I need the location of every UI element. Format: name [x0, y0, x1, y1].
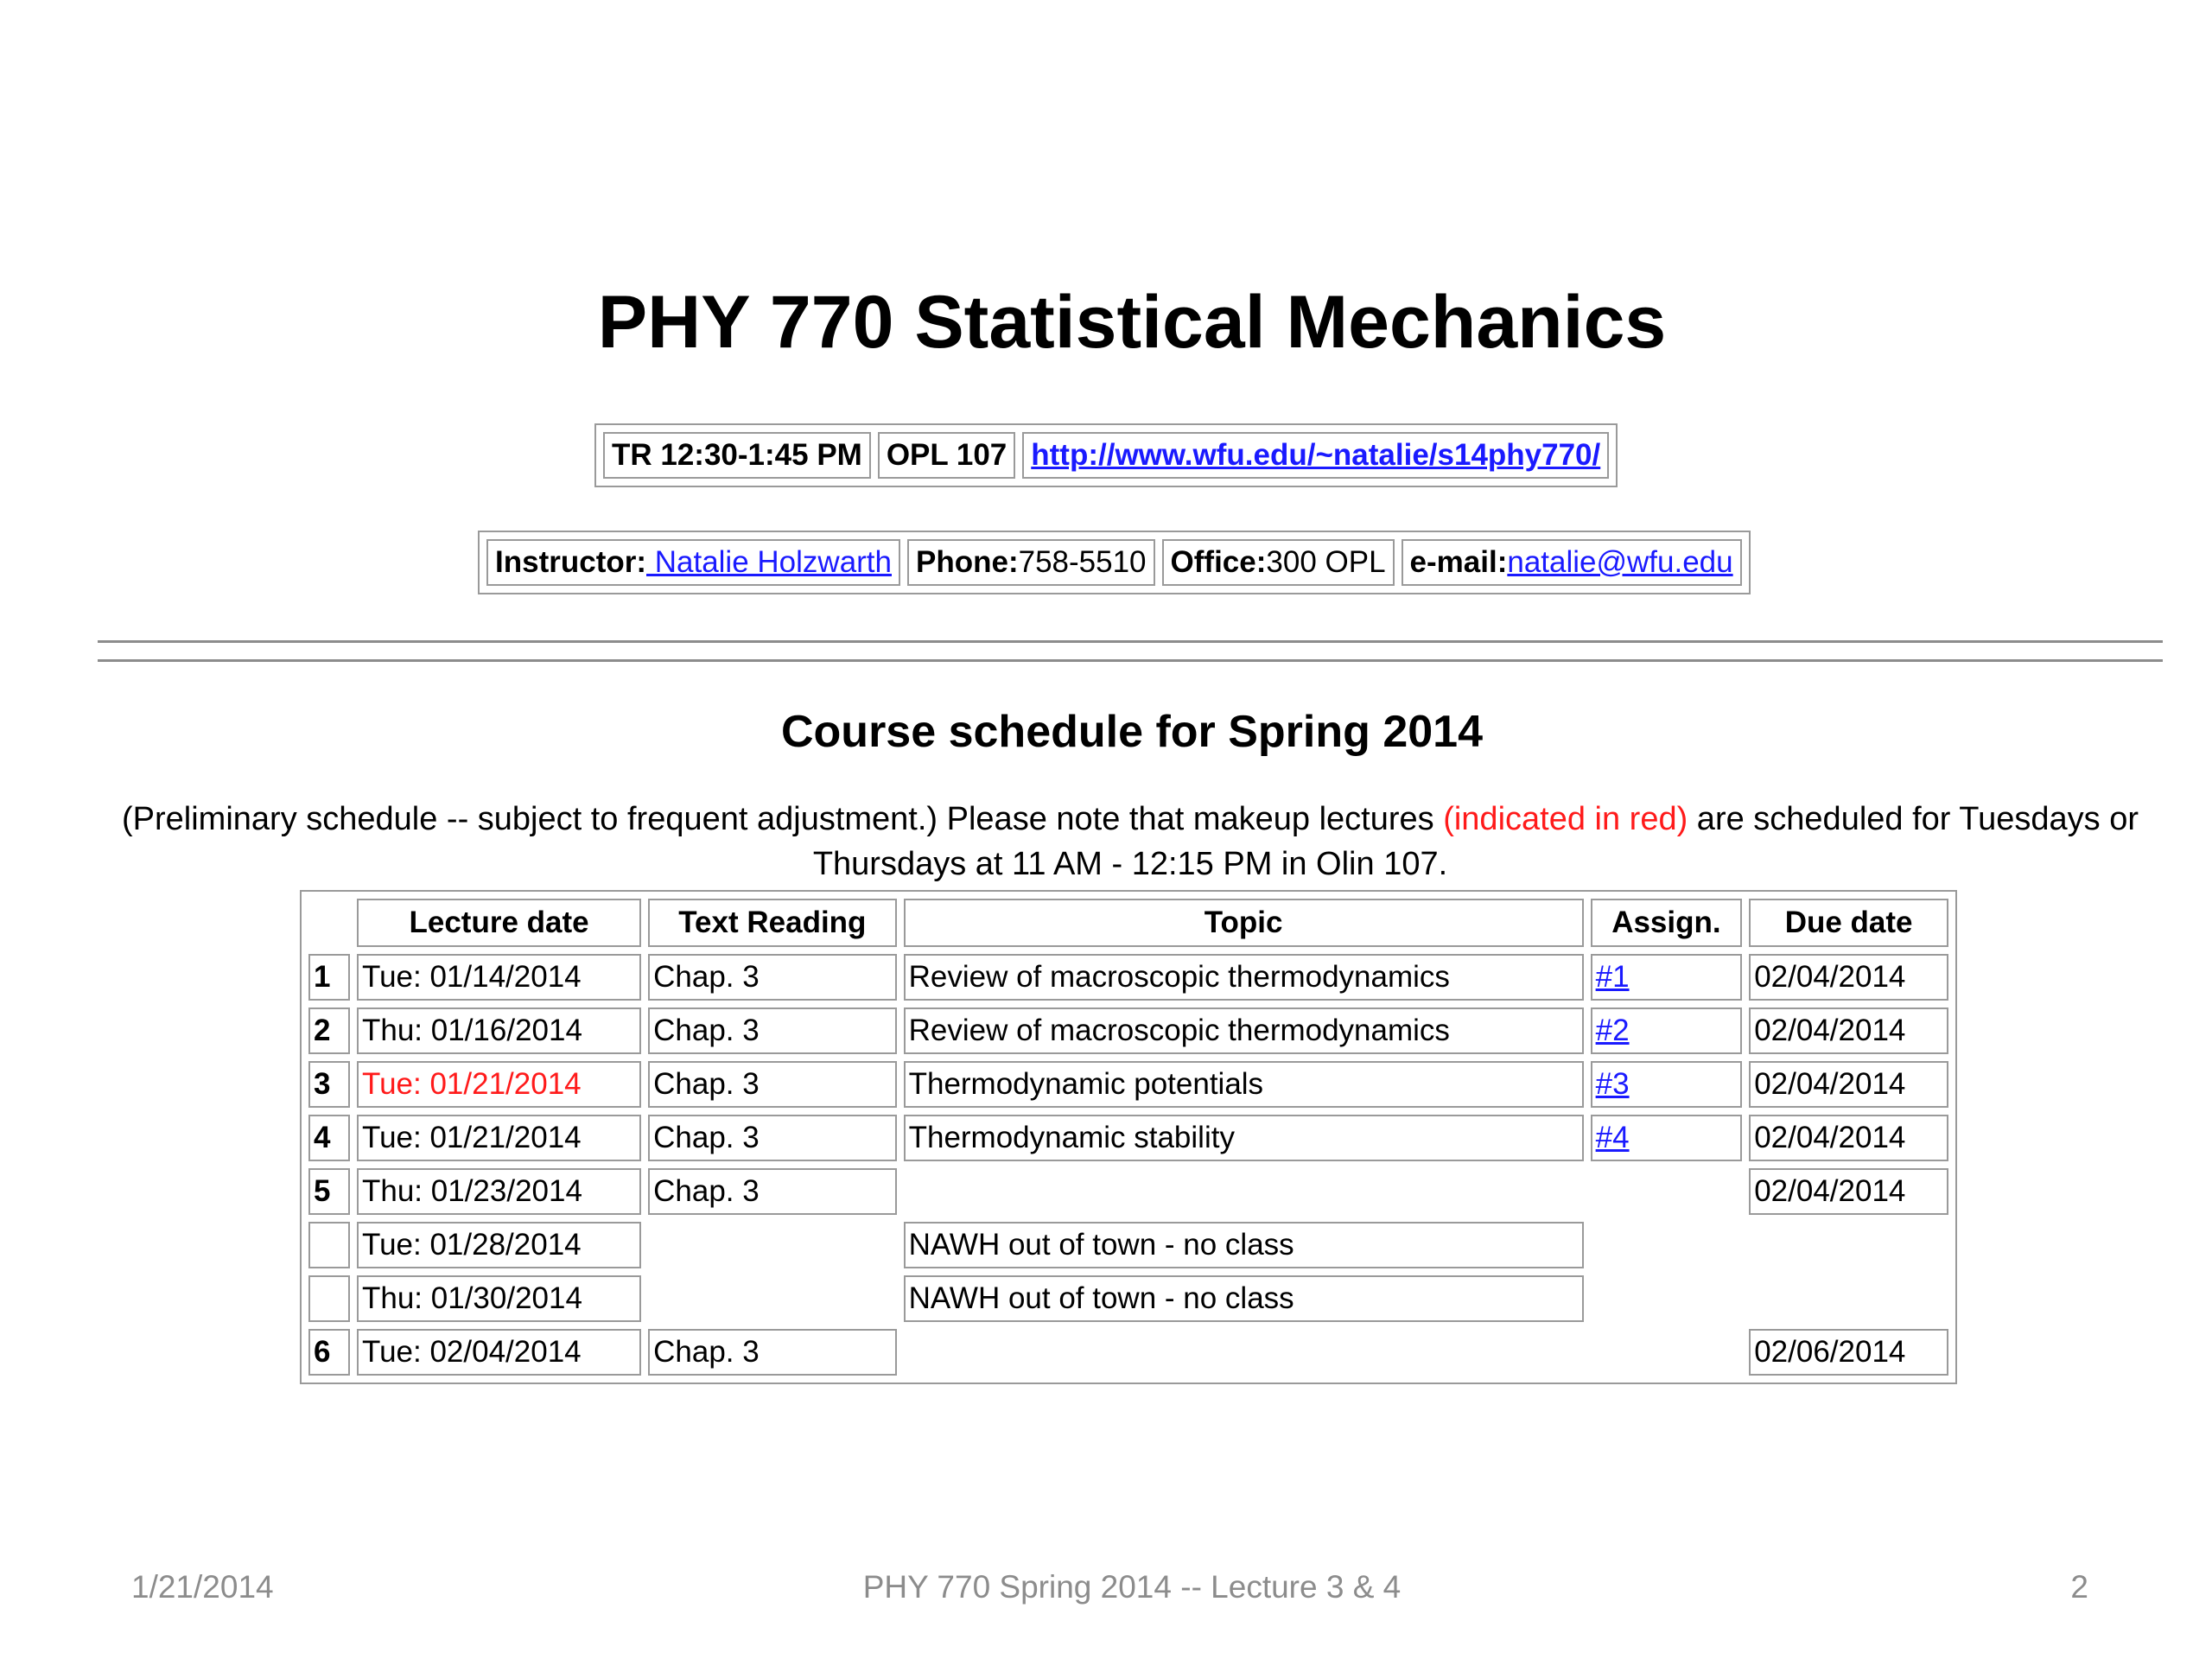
assign-empty: [1591, 1275, 1743, 1322]
header-assign: Assign.: [1591, 899, 1743, 947]
due-date-empty: [1749, 1222, 1948, 1268]
assignment-link[interactable]: #1: [1595, 960, 1630, 994]
lecture-date: Thu: 01/23/2014: [357, 1168, 641, 1215]
lecture-number: 4: [308, 1115, 350, 1161]
table-row: [308, 1329, 1948, 1376]
course-meta-table: [594, 423, 1618, 487]
notice-text-2: are scheduled for Tuesdays or Thursdays at 11 AM - 12:15 PM in Olin 107.: [812, 801, 2139, 882]
lecture-date: Tue: 01/14/2014: [357, 954, 641, 1001]
assign-cell: [1591, 1061, 1743, 1108]
lecture-date: Tue: 02/04/2014: [357, 1329, 641, 1376]
header-text-reading: Text Reading: [648, 899, 896, 947]
lecture-number: 5: [308, 1168, 350, 1215]
table-row: [308, 1007, 1948, 1054]
footer-title: PHY 770 Spring 2014 -- Lecture 3 & 4: [862, 1569, 1402, 1605]
due-date: 02/04/2014: [1749, 954, 1948, 1001]
due-date: 02/04/2014: [1749, 1168, 1948, 1215]
notice-red-text: (indicated in red): [1443, 801, 1688, 837]
office-label: Office:: [1170, 545, 1267, 579]
email-link[interactable]: natalie@wfu.edu: [1507, 545, 1733, 579]
due-date: 02/04/2014: [1749, 1007, 1948, 1054]
lecture-number-empty: [308, 1222, 350, 1268]
assign-empty: [1591, 1168, 1743, 1215]
lecture-number: 2: [308, 1007, 350, 1054]
course-url-link[interactable]: http://www.wfu.edu/~natalie/s14phy770/: [1031, 438, 1601, 472]
office-cell: [1162, 539, 1395, 586]
table-row: [308, 1275, 1948, 1322]
email-label: e-mail:: [1409, 545, 1508, 579]
text-reading-empty: [648, 1222, 896, 1268]
header-due-date: Due date: [1749, 899, 1948, 947]
notice-text-1: (Preliminary schedule -- subject to frequent adjustment.) Please note that makeup lectures: [122, 801, 1444, 837]
topic: Thermodynamic potentials: [904, 1061, 1584, 1108]
text-reading: Chap. 3: [648, 954, 896, 1001]
footer-date: 1/21/2014: [131, 1569, 274, 1605]
header-lecture-date: Lecture date: [357, 899, 641, 947]
due-date: 02/04/2014: [1749, 1061, 1948, 1108]
phone-value: 758-5510: [1018, 545, 1147, 579]
schedule-header-row: [308, 899, 1948, 947]
lecture-number: 6: [308, 1329, 350, 1376]
schedule-table: [300, 890, 1957, 1384]
instructor-table: [478, 531, 1751, 594]
assign-cell: [1591, 1007, 1743, 1054]
course-url-cell: [1022, 432, 1609, 479]
lecture-number: 3: [308, 1061, 350, 1108]
topic-empty: [904, 1329, 1584, 1376]
topic: NAWH out of town - no class: [904, 1275, 1584, 1322]
meeting-room: OPL 107: [878, 432, 1015, 479]
text-reading-empty: [648, 1275, 896, 1322]
lecture-date: Tue: 01/28/2014: [357, 1222, 641, 1268]
lecture-date-makeup: Tue: 01/21/2014: [357, 1061, 641, 1108]
phone-label: Phone:: [916, 545, 1019, 579]
table-row: [308, 954, 1948, 1001]
topic: Review of macroscopic thermodynamics: [904, 954, 1584, 1001]
text-reading: Chap. 3: [648, 1007, 896, 1054]
topic: NAWH out of town - no class: [904, 1222, 1584, 1268]
office-value: 300 OPL: [1266, 545, 1386, 579]
lecture-date: Thu: 01/30/2014: [357, 1275, 641, 1322]
table-row: [308, 1115, 1948, 1161]
slide-title: PHY 770 Statistical Mechanics: [597, 281, 1667, 364]
header-num: [308, 899, 350, 947]
header-topic: Topic: [904, 899, 1584, 947]
instructor-label: Instructor:: [495, 545, 646, 579]
lecture-date: Tue: 01/21/2014: [357, 1115, 641, 1161]
due-date: 02/04/2014: [1749, 1115, 1948, 1161]
text-reading: Chap. 3: [648, 1329, 896, 1376]
text-reading: Chap. 3: [648, 1061, 896, 1108]
assign-cell: [1591, 1115, 1743, 1161]
table-row: [308, 1061, 1948, 1108]
assignment-link[interactable]: #3: [1595, 1067, 1630, 1101]
due-date-empty: [1749, 1275, 1948, 1322]
lecture-number: 1: [308, 954, 350, 1001]
assignment-link[interactable]: #4: [1595, 1121, 1630, 1154]
lecture-date: Thu: 01/16/2014: [357, 1007, 641, 1054]
topic: Review of macroscopic thermodynamics: [904, 1007, 1584, 1054]
text-reading: Chap. 3: [648, 1168, 896, 1215]
due-date: 02/06/2014: [1749, 1329, 1948, 1376]
lecture-number-empty: [308, 1275, 350, 1322]
table-row: [308, 1168, 1948, 1215]
divider-top: [98, 640, 2163, 643]
assign-empty: [1591, 1222, 1743, 1268]
footer-page-number: 2: [2070, 1569, 2088, 1605]
instructor-name-link[interactable]: Natalie Holzwarth: [646, 545, 892, 579]
meeting-time: TR 12:30-1:45 PM: [603, 432, 871, 479]
email-cell: [1402, 539, 1742, 586]
topic: Thermodynamic stability: [904, 1115, 1584, 1161]
assign-cell: [1591, 954, 1743, 1001]
topic-empty: [904, 1168, 1584, 1215]
schedule-heading: Course schedule for Spring 2014: [780, 707, 1484, 757]
instructor-cell: [486, 539, 900, 586]
phone-cell: [907, 539, 1155, 586]
schedule-notice: [98, 797, 2163, 887]
assign-empty: [1591, 1329, 1743, 1376]
text-reading: Chap. 3: [648, 1115, 896, 1161]
assignment-link[interactable]: #2: [1595, 1014, 1630, 1047]
divider-bottom: [98, 659, 2163, 662]
table-row: [308, 1222, 1948, 1268]
